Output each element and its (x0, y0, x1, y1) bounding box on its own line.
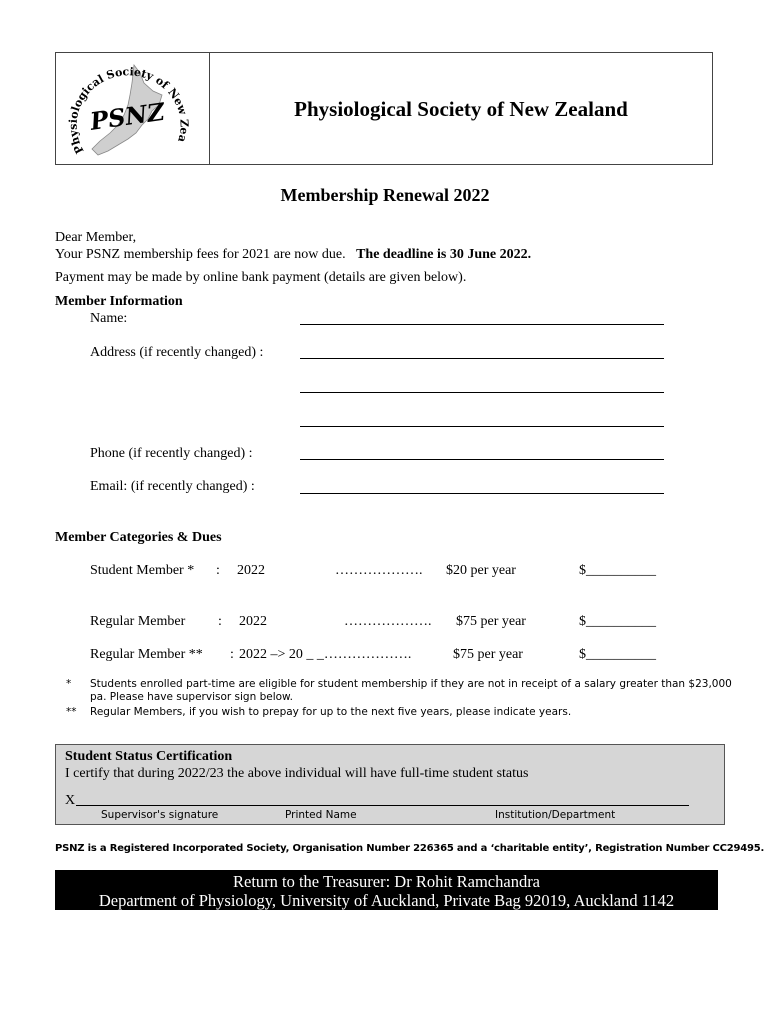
student-year: 2022 (237, 563, 265, 578)
regular-amount-field[interactable]: $__________ (579, 614, 656, 629)
supervisor-signature-label: Supervisor's signature (101, 809, 219, 821)
regular-price: $75 per year (456, 614, 526, 629)
signature-line[interactable] (76, 805, 689, 806)
student-colon: : (216, 563, 220, 578)
fees-text: Your PSNZ membership fees for 2021 are now due. (55, 247, 346, 262)
student-amount-field[interactable]: $__________ (579, 563, 656, 578)
institution-label: Institution/Department (495, 809, 616, 821)
categories-heading: Member Categories & Dues (55, 530, 222, 545)
regular-prepay-label: Regular Member ** (90, 647, 203, 662)
address-field-line-1[interactable] (300, 358, 664, 359)
student-certification-box (55, 744, 725, 825)
certification-heading: Student Status Certification (65, 749, 233, 764)
logo-cell (56, 53, 210, 164)
address-field-line-3[interactable] (300, 426, 664, 427)
page-title: Membership Renewal 2022 (280, 185, 490, 205)
registration-note: PSNZ is a Registered Incorporated Society, Organisation Number 226365 and a ‘charitable entity’, Registration Number CC29495. (55, 843, 765, 854)
footer-line-1: Return to the Treasurer: Dr Rohit Ramchandra (232, 872, 541, 891)
name-label: Name: (90, 311, 128, 326)
phone-label: Phone (if recently changed) : (90, 446, 253, 461)
regular-dots: ………………. (344, 614, 432, 629)
prepay-colon: : (230, 647, 234, 662)
return-address-footer (55, 870, 718, 910)
footnote-1-line-2: pa. Please have supervisor sign below. (90, 691, 294, 703)
printed-name-label: Printed Name (285, 809, 357, 821)
regular-colon: : (218, 614, 222, 629)
payment-text: Payment may be made by online bank payment (details are given below). (55, 270, 467, 285)
email-field[interactable] (300, 493, 664, 494)
student-price: $20 per year (446, 563, 516, 578)
x-mark: X (65, 793, 76, 808)
address-label: Address (if recently changed) : (90, 345, 264, 360)
address-field-line-2[interactable] (300, 392, 664, 393)
footnote-2: Regular Members, if you wish to prepay for up to the next five years, please indicate years. (90, 706, 572, 718)
society-name: Physiological Society of New Zealand (294, 97, 628, 121)
certification-statement: I certify that during 2022/23 the above individual will have full-time student status (65, 766, 529, 781)
footer-line-2: Department of Physiology, University of Auckland, Private Bag 92019, Auckland 1142 (98, 891, 675, 910)
student-dots: ………………. (335, 563, 423, 578)
member-info-heading: Member Information (55, 294, 183, 309)
greeting: Dear Member, (55, 230, 137, 245)
footnote-star-1: * (66, 678, 72, 690)
prepay-years-field[interactable]: 2022 –> 20 _ _………………. (239, 647, 412, 662)
regular-member-label: Regular Member (90, 614, 186, 629)
footnote-1-line-1: Students enrolled part-time are eligible for student membership if they are not in receipt of a salary greater than $23,000 (90, 678, 732, 690)
student-member-label: Student Member * (90, 563, 195, 578)
email-label: Email: (if recently changed) : (90, 479, 255, 494)
prepay-price: $75 per year (453, 647, 523, 662)
header-box (55, 52, 713, 165)
footnote-star-2: ** (66, 706, 77, 718)
logo-arc-text: Physiological Society of New Zea (66, 65, 191, 156)
prepay-amount-field[interactable]: $__________ (579, 647, 656, 662)
deadline-text: The deadline is 30 June 2022. (356, 247, 532, 262)
name-field[interactable] (300, 324, 664, 325)
logo-acronym: PSNZ (88, 96, 167, 136)
psnz-logo (56, 53, 209, 164)
phone-field[interactable] (300, 459, 664, 460)
regular-year: 2022 (239, 614, 267, 629)
fees-line (55, 247, 531, 263)
